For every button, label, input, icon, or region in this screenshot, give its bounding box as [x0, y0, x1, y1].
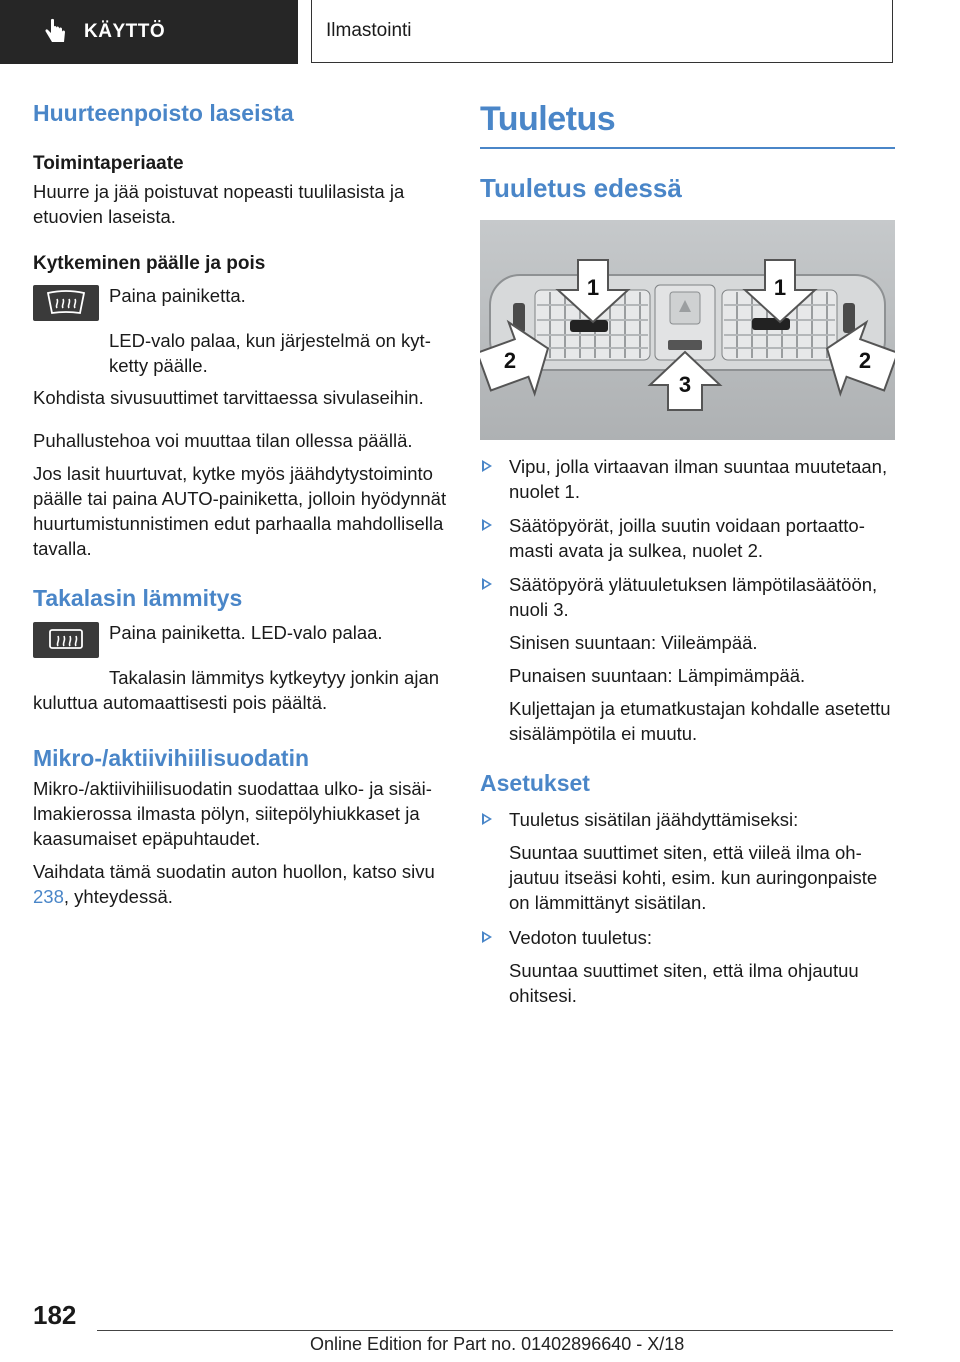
settings-text-1: Suuntaa suuttimet siten, että viileä ilma ohjautuu itseäsi kohti, esim. kun auringonpaiste on lämmittänyt sisätilan. [509, 842, 878, 913]
defrost-title: Huurteenpoisto laseista [33, 100, 294, 126]
chapter-tab[interactable] [0, 0, 298, 64]
rear-window-heating-icon [33, 622, 99, 658]
triangle-bullet-icon [482, 813, 492, 825]
triangle-bullet-icon [482, 519, 492, 531]
rear-title: Takalasin lämmitys [33, 585, 243, 611]
front-ventilation-title: Tuuletus edessä [480, 173, 682, 203]
filter-text: Mikro-/aktiivihiilisuodatin suodattaa ulko- ja sisäilmakierossa ilmasta pölyn, siitepölyhiukkaset ja kaasumaiset epäpuhtaudet. [33, 778, 432, 849]
direct-text: Kohdista sivusuuttimet tarvittaessa sivulaseihin. [33, 387, 424, 408]
edition-text: Online Edition for Part no. 01402896640 - X/18 [310, 1334, 685, 1354]
rear-press-text: Paina painiketta. LED-valo palaa. [109, 622, 383, 643]
arrow-label-2b: 2 [858, 348, 872, 373]
settings-text-2: Suuntaa suuttimet siten, että ilma ohjautuu ohitsesi. [509, 960, 859, 1006]
vent-illustration [480, 220, 895, 440]
list-item: Säätöpyörät, joilla suutin voidaan portaattomasti avata ja sulkea, nuolet 2. [480, 513, 895, 563]
footer-divider [97, 1330, 893, 1331]
right-column [480, 100, 895, 1008]
blower-text: Puhallustehoa voi muuttaa tilan ollessa päällä. [33, 430, 413, 451]
principle-heading: Toimintaperiaate [33, 153, 184, 174]
settings-title: Asetukset [480, 770, 590, 796]
rear-auto-off-text: Takalasin lämmitys kytkeytyy jonkin ajan kuluttua automaattisesti pois päältä. [33, 667, 440, 713]
page-number: 182 [33, 1300, 77, 1330]
title-rule [480, 147, 895, 149]
list-item: Tuuletus sisätilan jäähdyttämiseksi: [480, 807, 895, 832]
left-column [33, 100, 448, 909]
red-text: Punaisen suuntaan: Lämpimämpää. [509, 665, 806, 686]
section-label: Ilmastointi [326, 20, 412, 41]
vent-controls-list [480, 454, 895, 622]
vent-figure [480, 220, 895, 440]
principle-text: Huurre ja jää poistuvat nopeasti tuulilasista ja etuovien laseista. [33, 181, 405, 227]
led-text: LED-valo palaa, kun järjestelmä on kytketty päälle. [109, 330, 431, 376]
filter-title: Mikro-/aktiivihiilisuodatin [33, 745, 310, 771]
windshield-defrost-icon [33, 285, 99, 321]
ventilation-title: Tuuletus [480, 100, 616, 138]
section-header [311, 0, 893, 63]
list-item: Säätöpyörä ylätuuletuksen lämpötilasäätöön, nuoli 3. [480, 572, 895, 622]
arrow-label-2a: 2 [503, 348, 517, 373]
filter-replace-text: Vaihdata tämä suodatin auton huollon, katso sivu 238, yhteydessä. [33, 861, 435, 907]
list-item: Vedoton tuuletus: [480, 925, 895, 950]
press-button-text: Paina painiketta. [109, 285, 246, 306]
triangle-bullet-icon [482, 931, 492, 943]
page-link[interactable]: 238 [33, 886, 64, 907]
blue-text: Sinisen suuntaan: Viileämpää. [509, 632, 758, 653]
triangle-bullet-icon [482, 460, 492, 472]
list-item: Vipu, jolla virtaavan ilman suuntaa muutetaan, nuolet 1. [480, 454, 895, 504]
arrow-label-1b: 1 [773, 275, 787, 300]
rear-button-row [33, 620, 448, 658]
hand-pointer-icon [40, 17, 70, 47]
settings-list [480, 807, 895, 832]
driver-text: Kuljettajan ja etumatkustajan kohdalle asetettu sisälämpötila ei muutu. [509, 698, 891, 744]
defrost-button-row [33, 283, 448, 321]
settings-list-2 [480, 925, 895, 950]
arrow-label-1a: 1 [586, 275, 600, 300]
triangle-bullet-icon [482, 578, 492, 590]
arrow-label-3: 3 [678, 372, 692, 397]
fog-text: Jos lasit huurtuvat, kytke myös jäähdytystoiminto päälle tai paina AUTO-painiketta, jolloin hyödynnät huurtumistunnistimen edut parhaalla mahdollisella tavalla. [33, 463, 447, 559]
chapter-label: KÄYTTÖ [84, 21, 166, 42]
switch-heading: Kytkeminen päälle ja pois [33, 253, 266, 274]
